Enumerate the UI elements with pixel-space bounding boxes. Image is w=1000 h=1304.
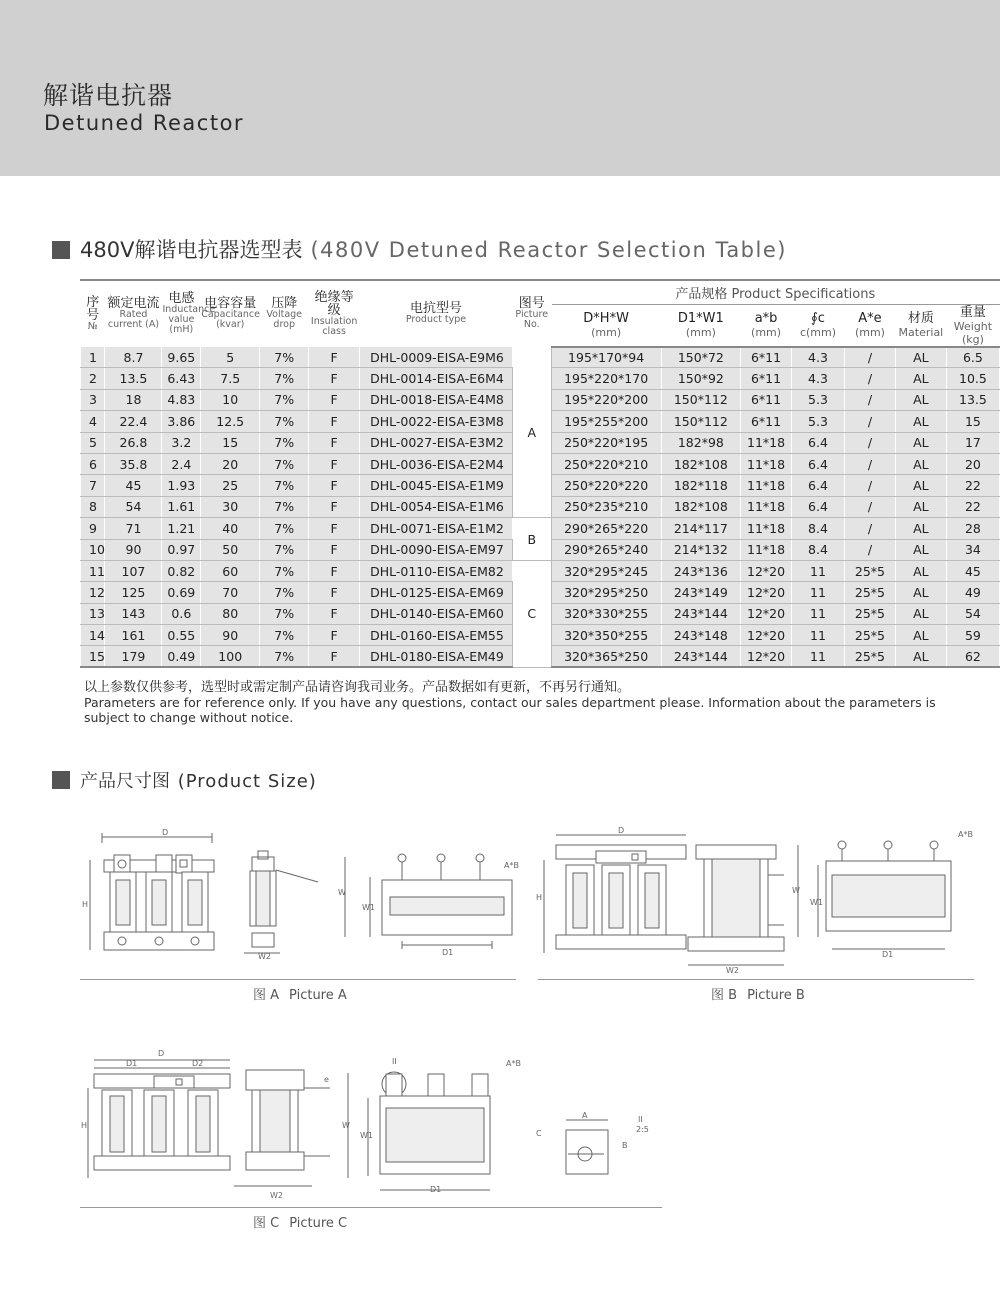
table-cell: / (844, 496, 895, 517)
table-cell: 7% (260, 475, 309, 496)
reference-note-zh: 以上参数仅供参考，选型时或需定制产品请咨询我司业务。产品数据如有更新，不再另行通知。 (84, 680, 631, 695)
table-row (81, 347, 1000, 368)
table-cell: 1 (81, 347, 105, 368)
table-cell: 7% (260, 646, 309, 667)
table-cell: 11 (81, 560, 105, 581)
label-w1: W1 (362, 903, 375, 912)
table-cell: 6.4 (792, 432, 845, 453)
table-cell: 2.4 (162, 453, 201, 474)
table-cell: AL (895, 368, 946, 389)
table-cell: 25*5 (844, 560, 895, 581)
table-cell: 0.82 (162, 560, 201, 581)
table-cell: DHL-0071-EISA-E1M2 (360, 518, 513, 539)
table-cell: 70 (201, 582, 260, 603)
table-cell: AL (895, 475, 946, 496)
label-w: W (792, 886, 800, 895)
table-cell: 243*149 (661, 582, 740, 603)
table-cell: 6 (81, 453, 105, 474)
table-cell: 195*255*200 (551, 411, 661, 432)
table-cell: AL (895, 582, 946, 603)
table-cell: 49 (946, 582, 999, 603)
table-cell: 7% (260, 432, 309, 453)
table-cell: 290*265*220 (551, 518, 661, 539)
table-cell: 34 (946, 539, 999, 560)
picture-b-divider (538, 979, 974, 980)
col-ab: a*b (mm) (741, 304, 792, 347)
table-cell: 4 (81, 411, 105, 432)
table-cell: 10 (81, 539, 105, 560)
table-cell: AL (895, 347, 946, 368)
selection-table (80, 279, 1000, 668)
table-cell: 7% (260, 518, 309, 539)
table-cell: AL (895, 646, 946, 667)
picture-a-caption: 图 A Picture A (253, 988, 347, 1003)
table-cell: 25*5 (844, 646, 895, 667)
selection-table-title-en: (480V Detuned Reactor Selection Table) (310, 238, 787, 262)
table-cell: 20 (201, 453, 260, 474)
table-cell: 25 (201, 475, 260, 496)
table-cell: 11 (792, 625, 845, 646)
table-cell: / (844, 432, 895, 453)
table-cell: 80 (201, 603, 260, 624)
label-e: e (324, 1075, 329, 1084)
table-cell: F (309, 646, 360, 667)
table-cell: 17 (946, 432, 999, 453)
table-cell: AL (895, 539, 946, 560)
table-cell: 7% (260, 496, 309, 517)
table-cell: 22 (946, 496, 999, 517)
table-cell: 5 (81, 432, 105, 453)
table-cell: 182*98 (661, 432, 740, 453)
table-cell: 7% (260, 411, 309, 432)
table-cell: 250*235*210 (551, 496, 661, 517)
table-cell: 25*5 (844, 603, 895, 624)
table-cell: 8.4 (792, 518, 845, 539)
table-cell: 182*108 (661, 453, 740, 474)
table-cell: / (844, 368, 895, 389)
table-cell: 0.69 (162, 582, 201, 603)
picture-group-cell: A (512, 347, 551, 518)
col-dhw: D*H*W (mm) (551, 304, 661, 347)
table-cell: 320*350*255 (551, 625, 661, 646)
table-row (81, 560, 1000, 581)
table-cell: 195*170*94 (551, 347, 661, 368)
table-cell: 250*220*195 (551, 432, 661, 453)
table-cell: 320*295*245 (551, 560, 661, 581)
table-cell: F (309, 389, 360, 410)
label-w2: W2 (258, 952, 271, 960)
table-cell: 6*11 (741, 389, 792, 410)
table-cell: 243*136 (661, 560, 740, 581)
table-cell: AL (895, 496, 946, 517)
table-cell: 12*20 (741, 625, 792, 646)
label-w2: W2 (726, 966, 739, 975)
table-cell: 0.6 (162, 603, 201, 624)
table-cell: 179 (105, 646, 162, 667)
table-cell: 54 (946, 603, 999, 624)
table-cell: 9.65 (162, 347, 201, 368)
table-cell: 71 (105, 518, 162, 539)
table-cell: / (844, 347, 895, 368)
col-weight: 重量 Weight (kg) (946, 304, 999, 347)
table-cell: 12*20 (741, 603, 792, 624)
table-cell: AL (895, 518, 946, 539)
table-cell: 100 (201, 646, 260, 667)
table-cell: 12*20 (741, 560, 792, 581)
table-cell: 320*295*250 (551, 582, 661, 603)
table-cell: DHL-0110-EISA-EM82 (360, 560, 513, 581)
table-cell: 7.5 (201, 368, 260, 389)
table-cell: 150*72 (661, 347, 740, 368)
table-cell: 243*148 (661, 625, 740, 646)
page-title-en: Detuned Reactor (44, 111, 245, 135)
label-w2: W2 (270, 1191, 283, 1198)
table-cell: 243*144 (661, 603, 740, 624)
label-ab: A*B (504, 861, 519, 870)
selection-table-title-zh: 480V解谐电抗器选型表 (80, 238, 303, 262)
table-cell: F (309, 518, 360, 539)
table-cell: DHL-0054-EISA-E1M6 (360, 496, 513, 517)
table-cell: 10.5 (946, 368, 999, 389)
picture-a-drawing (80, 825, 520, 960)
label-w1: W1 (360, 1131, 373, 1140)
table-cell: DHL-0009-EISA-E9M6 (360, 347, 513, 368)
table-cell: 1.21 (162, 518, 201, 539)
table-cell: 5 (201, 347, 260, 368)
reference-note-en: Parameters are for reference only. If you have any questions, contact our sales department please. Information about the parameters is subject to change without notice. (84, 695, 936, 725)
table-cell: 6*11 (741, 368, 792, 389)
table-cell: DHL-0018-EISA-E4M8 (360, 389, 513, 410)
table-cell: 11*18 (741, 453, 792, 474)
table-cell: 26.8 (105, 432, 162, 453)
table-cell: 6*11 (741, 347, 792, 368)
table-cell: 7% (260, 347, 309, 368)
table-cell: 11 (792, 582, 845, 603)
table-cell: 10 (201, 389, 260, 410)
table-cell: 35.8 (105, 453, 162, 474)
table-cell: DHL-0180-EISA-EM49 (360, 646, 513, 667)
table-cell: 11*18 (741, 475, 792, 496)
label-h: H (81, 1121, 88, 1130)
table-cell: 4.3 (792, 347, 845, 368)
label-ii: II (392, 1057, 397, 1066)
table-cell: 14 (81, 625, 105, 646)
table-cell: DHL-0090-EISA-EM97 (360, 539, 513, 560)
table-cell: 6.4 (792, 453, 845, 474)
table-cell: 1.61 (162, 496, 201, 517)
col-material: 材质 Material (895, 304, 946, 347)
table-cell: 54 (105, 496, 162, 517)
table-cell: 11*18 (741, 539, 792, 560)
table-cell: 18 (105, 389, 162, 410)
table-cell: 28 (946, 518, 999, 539)
label-d1: D1 (442, 948, 454, 957)
table-cell: DHL-0022-EISA-E3M8 (360, 411, 513, 432)
label-d1: D1 (126, 1059, 138, 1068)
table-cell: F (309, 475, 360, 496)
table-cell: / (844, 518, 895, 539)
table-cell: 7% (260, 603, 309, 624)
product-size-title (52, 767, 317, 793)
table-cell: 45 (105, 475, 162, 496)
label-d1: D1 (882, 950, 894, 959)
table-cell: 9 (81, 518, 105, 539)
table-cell: 150*112 (661, 411, 740, 432)
label-ii-detail: II (638, 1115, 643, 1124)
table-cell: 25*5 (844, 582, 895, 603)
table-cell: 214*117 (661, 518, 740, 539)
table-cell: 7% (260, 560, 309, 581)
col-ae: A*e (mm) (844, 304, 895, 347)
table-cell: 15 (946, 411, 999, 432)
col-rated-current: 额定电流 Rated current (A) (105, 280, 162, 347)
table-cell: 0.97 (162, 539, 201, 560)
picture-b-caption: 图 B Picture B (711, 988, 805, 1003)
table-cell: F (309, 453, 360, 474)
table-cell: 7% (260, 582, 309, 603)
table-cell: 182*108 (661, 496, 740, 517)
table-cell: 1.93 (162, 475, 201, 496)
table-cell: 6.43 (162, 368, 201, 389)
table-cell: 90 (105, 539, 162, 560)
table-cell: 161 (105, 625, 162, 646)
table-cell: 250*220*210 (551, 453, 661, 474)
table-cell: 214*132 (661, 539, 740, 560)
table-cell: 290*265*240 (551, 539, 661, 560)
table-cell: DHL-0027-EISA-E3M2 (360, 432, 513, 453)
table-cell: DHL-0045-EISA-E1M9 (360, 475, 513, 496)
table-cell: 182*118 (661, 475, 740, 496)
table-cell: 30 (201, 496, 260, 517)
picture-c-drawing (80, 1048, 680, 1198)
label-d: D (158, 1049, 165, 1058)
label-d: D (162, 828, 169, 837)
table-cell: 150*92 (661, 368, 740, 389)
table-cell: 60 (201, 560, 260, 581)
table-cell: 7% (260, 625, 309, 646)
square-bullet-icon (52, 241, 70, 259)
table-cell: 12 (81, 582, 105, 603)
table-cell: 243*144 (661, 646, 740, 667)
table-cell: 11 (792, 603, 845, 624)
table-cell: 7% (260, 539, 309, 560)
label-h: H (82, 900, 89, 909)
picture-c-caption: 图 C Picture C (253, 1216, 348, 1231)
picture-a-divider (80, 979, 516, 980)
table-cell: 13.5 (105, 368, 162, 389)
table-cell: AL (895, 411, 946, 432)
table-cell: 320*330*255 (551, 603, 661, 624)
table-cell: 12.5 (201, 411, 260, 432)
table-cell: F (309, 582, 360, 603)
table-cell: AL (895, 453, 946, 474)
table-cell: F (309, 368, 360, 389)
table-cell: 11*18 (741, 432, 792, 453)
table-cell: 6.4 (792, 475, 845, 496)
table-cell: 11 (792, 560, 845, 581)
picture-c-divider (80, 1207, 662, 1208)
table-cell: 6*11 (741, 411, 792, 432)
table-cell: 0.49 (162, 646, 201, 667)
table-cell: 45 (946, 560, 999, 581)
table-cell: 125 (105, 582, 162, 603)
table-cell: 4.83 (162, 389, 201, 410)
square-bullet-icon (52, 771, 70, 789)
table-cell: 5.3 (792, 411, 845, 432)
table-cell: F (309, 347, 360, 368)
table-cell: / (844, 453, 895, 474)
table-cell: 150*112 (661, 389, 740, 410)
table-cell: DHL-0160-EISA-EM55 (360, 625, 513, 646)
picture-group-cell: B (512, 518, 551, 561)
table-cell: 22 (946, 475, 999, 496)
table-cell: 195*220*170 (551, 368, 661, 389)
table-cell: 6.5 (946, 347, 999, 368)
col-product-specifications: 产品规格 Product Specifications (551, 280, 999, 304)
table-cell: AL (895, 432, 946, 453)
table-cell: F (309, 560, 360, 581)
table-cell: 15 (81, 646, 105, 667)
col-inductance: 电感 Inductance value (mH) (162, 280, 201, 347)
table-cell: / (844, 389, 895, 410)
table-cell: 107 (105, 560, 162, 581)
table-cell: F (309, 432, 360, 453)
product-size-title-en: (Product Size) (177, 771, 317, 792)
col-d1w1: D1*W1 (mm) (661, 304, 740, 347)
table-cell: 7% (260, 389, 309, 410)
table-cell: 62 (946, 646, 999, 667)
table-cell: 8 (81, 496, 105, 517)
col-picture: 图号 Picture No. (512, 280, 551, 347)
page-title-zh: 解谐电抗器 (43, 81, 174, 110)
table-cell: AL (895, 603, 946, 624)
table-cell: 250*220*220 (551, 475, 661, 496)
table-cell: 2 (81, 368, 105, 389)
table-cell: F (309, 411, 360, 432)
table-cell: / (844, 539, 895, 560)
table-cell: 4.3 (792, 368, 845, 389)
label-c: C (536, 1129, 542, 1138)
label-b: B (622, 1141, 628, 1150)
label-d2: D2 (192, 1059, 204, 1068)
table-cell: 59 (946, 625, 999, 646)
table-cell: 50 (201, 539, 260, 560)
label-ii-scale: 2:5 (636, 1125, 649, 1134)
table-cell: F (309, 539, 360, 560)
table-cell: F (309, 625, 360, 646)
table-cell: F (309, 496, 360, 517)
table-cell: 3.86 (162, 411, 201, 432)
table-cell: 8.7 (105, 347, 162, 368)
col-product-type: 电抗型号 Product type (360, 280, 513, 347)
table-cell: 0.55 (162, 625, 201, 646)
table-cell: 7% (260, 453, 309, 474)
table-cell: DHL-0014-EISA-E6M4 (360, 368, 513, 389)
label-w: W (342, 1121, 350, 1130)
selection-table-title (52, 234, 787, 264)
table-row (81, 518, 1000, 539)
table-cell: 15 (201, 432, 260, 453)
table-cell: 25*5 (844, 625, 895, 646)
table-cell: 11*18 (741, 496, 792, 517)
col-insulation: 绝缘等级 Insulation class (309, 280, 360, 347)
table-cell: 20 (946, 453, 999, 474)
table-cell: / (844, 475, 895, 496)
table-cell: 12*20 (741, 646, 792, 667)
col-no: 序号 № (81, 280, 105, 347)
table-cell: DHL-0036-EISA-E2M4 (360, 453, 513, 474)
picture-b-drawing (536, 825, 976, 975)
table-cell: 90 (201, 625, 260, 646)
table-cell: DHL-0140-EISA-EM60 (360, 603, 513, 624)
table-cell: 11 (792, 646, 845, 667)
label-w: W (338, 888, 346, 897)
table-cell: / (844, 411, 895, 432)
table-cell: AL (895, 625, 946, 646)
table-cell: AL (895, 389, 946, 410)
table-cell: 22.4 (105, 411, 162, 432)
table-cell: 143 (105, 603, 162, 624)
table-cell: 5.3 (792, 389, 845, 410)
table-cell: 40 (201, 518, 260, 539)
col-capacitance: 电容容量 Capacitance (kvar) (201, 280, 260, 347)
table-cell: 6.4 (792, 496, 845, 517)
table-cell: 7% (260, 368, 309, 389)
table-cell: DHL-0125-EISA-EM69 (360, 582, 513, 603)
label-ab: A*B (506, 1059, 521, 1068)
table-cell: 3 (81, 389, 105, 410)
label-h: H (536, 893, 543, 902)
reference-note (84, 680, 984, 725)
table-cell: AL (895, 560, 946, 581)
label-w1: W1 (810, 898, 823, 907)
table-cell: 12*20 (741, 582, 792, 603)
table-cell: 320*365*250 (551, 646, 661, 667)
col-c: ∮c c(mm) (792, 304, 845, 347)
selection-table-body (81, 347, 1000, 668)
table-cell: 8.4 (792, 539, 845, 560)
label-a: A (582, 1111, 588, 1120)
table-cell: 7 (81, 475, 105, 496)
label-d1-side: D1 (430, 1185, 442, 1194)
label-ab: A*B (958, 830, 973, 839)
label-d: D (618, 826, 625, 835)
table-cell: 11*18 (741, 518, 792, 539)
table-cell: 13.5 (946, 389, 999, 410)
table-cell: F (309, 603, 360, 624)
table-cell: 195*220*200 (551, 389, 661, 410)
col-voltage-drop: 压降 Voltage drop (260, 280, 309, 347)
table-cell: 13 (81, 603, 105, 624)
product-size-title-zh: 产品尺寸图 (80, 771, 170, 792)
table-cell: 3.2 (162, 432, 201, 453)
picture-group-cell: C (512, 560, 551, 667)
